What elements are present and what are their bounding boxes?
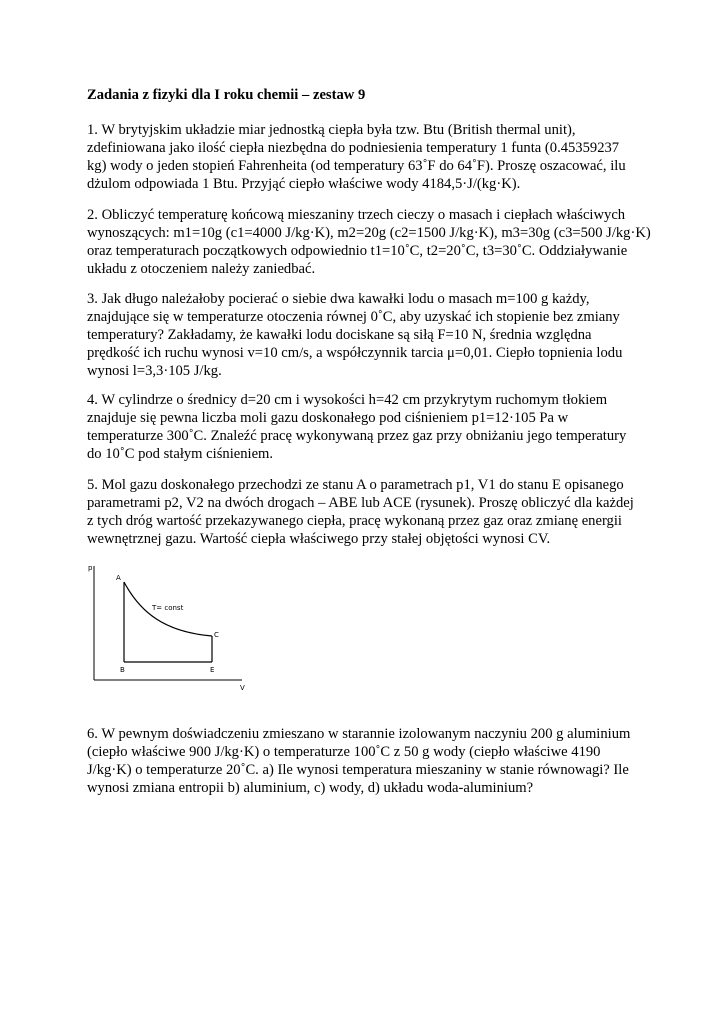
task-3-line-1: 3. Jak długo należałoby pocierać o siebie dwa kawałki lodu o masach m=100 g każdy,	[87, 291, 590, 307]
v-axis-label: V	[240, 684, 245, 692]
task-4-line-4: do 10˚C pod stałym ciśnieniem.	[87, 446, 274, 462]
document-title: Zadania z fizyki dla I roku chemii – zestaw 9	[87, 87, 366, 103]
task-5-line-3: z tych dróg wartość przekazywanego ciepła, pracę wykonaną przez gaz oraz zmianę energii	[87, 513, 622, 529]
task-1-line-1: 1. W brytyjskim układzie miar jednostką ciepła była tzw. Btu (British thermal unit),	[87, 122, 576, 138]
task-1	[87, 121, 647, 193]
isotherm-label: T= const	[152, 604, 184, 612]
task-3-line-5: wynosi l=3,3·105 J/kg.	[87, 363, 222, 379]
point-b-label: B	[120, 666, 125, 674]
task-4-line-2: znajduje się pewna liczba moli gazu doskonałego pod ciśnieniem p1=12·105 Pa w	[87, 410, 569, 426]
task-1-line-2: zdefiniowana jako ilość ciepła niezbędna do podniesienia temperatury 1 funta (0.45359237	[87, 140, 620, 156]
task-3	[87, 290, 647, 380]
task-5-line-4: wewnętrznej gazu. Wartość ciepła właściwego przy stałej objętości wynosi CV.	[87, 531, 551, 547]
task-6-line-3: J/kg·K) o temperaturze 20˚C. a) Ile wynosi temperatura mieszaniny w stanie równowagi? Ile	[87, 762, 629, 778]
task-2-line-3: oraz temperaturach początkowych odpowiednio t1=10˚C, t2=20˚C, t3=30˚C. Oddziaływanie	[87, 243, 628, 259]
point-e-label: E	[210, 666, 215, 674]
p-axis-label: p	[88, 564, 93, 572]
pv-diagram	[82, 560, 252, 700]
task-2-line-1: 2. Obliczyć temperaturę końcową mieszaniny trzech cieczy o masach i ciepłach właściwych	[87, 207, 626, 223]
task-4	[87, 391, 647, 463]
task-3-line-4: prędkość ich ruchu wynosi v=10 cm/s, a współczynnik tarcia μ=0,01. Ciepło topnienia lodu	[87, 345, 623, 361]
task-2-line-4: układu z otoczeniem należy zaniedbać.	[87, 261, 316, 277]
task-3-line-3: temperatury? Zakładamy, że kawałki lodu dociskane są siłą F=10 N, średnia względna	[87, 327, 592, 343]
task-4-line-1: 4. W cylindrze o średnicy d=20 cm i wysokości h=42 cm przykrytym ruchomym tłokiem	[87, 392, 608, 408]
pv-diagram-svg	[82, 560, 252, 700]
task-5-line-2: parametrami p2, V2 na dwóch drogach – ABE lub ACE (rysunek). Proszę obliczyć dla każdej	[87, 495, 634, 511]
task-4-line-3: temperaturze 300˚C. Znaleźć pracę wykonywaną przez gaz przy obniżaniu jego temperatury	[87, 428, 627, 444]
task-6	[87, 725, 647, 797]
point-c-label: C	[214, 631, 219, 639]
point-a-label: A	[116, 574, 121, 582]
task-1-line-4: dżulom odpowiada 1 Btu. Przyjąć ciepło właściwe wody 4184,5·J/(kg·K).	[87, 176, 521, 192]
task-3-line-2: znajdujące się w temperaturze otoczenia równej 0˚C, aby uzyskać ich stopienie bez zmiany	[87, 309, 620, 325]
task-6-line-4: wynosi zmiana entropii b) aluminium, c) wody, d) układu woda-aluminium?	[87, 780, 534, 796]
task-1-line-3: kg) wody o jeden stopień Fahrenheita (od temperatury 63˚F do 64˚F). Proszę oszacować, ilu	[87, 158, 626, 174]
task-6-line-2: (ciepło właściwe 900 J/kg·K) o temperaturze 100˚C z 50 g wody (ciepło właściwe 4190	[87, 744, 601, 760]
task-6-line-1: 6. W pewnym doświadczeniu zmieszano w starannie izolowanym naczyniu 200 g aluminium	[87, 726, 631, 742]
task-2	[87, 206, 651, 278]
task-2-line-2: wynoszących: m1=10g (c1=4000 J/kg·K), m2=20g (c2=1500 J/kg·K), m3=30g (c3=500 J/kg·K)	[87, 225, 651, 241]
task-5	[87, 476, 647, 548]
task-5-line-1: 5. Mol gazu doskonałego przechodzi ze stanu A o parametrach p1, V1 do stanu E opisanego	[87, 477, 624, 493]
